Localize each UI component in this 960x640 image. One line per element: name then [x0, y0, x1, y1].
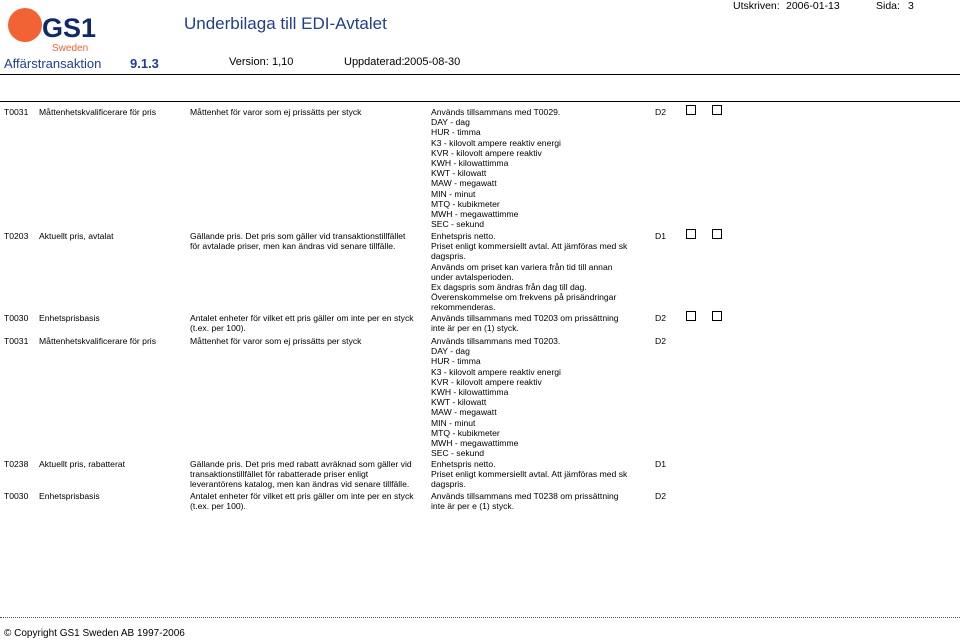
- segment-notes: [431, 491, 619, 511]
- description-line: (t.ex. per 100).: [190, 501, 246, 512]
- description-line: Gällande pris. Det pris med rabatt avräknad som gäller vid: [190, 459, 412, 469]
- notes-line: Används tillsammans med T0203 om prissättning: [431, 313, 619, 323]
- notes-line: KWH - kilowattimma: [431, 158, 509, 169]
- segment-notes: [431, 459, 627, 490]
- notes-line: KVR - kilovolt ampere reaktiv: [431, 376, 542, 387]
- segment-name: Aktuellt pris, avtalat: [39, 231, 114, 241]
- printed-date: 2006-01-13: [786, 0, 840, 12]
- copyright: © Copyright GS1 Sweden AB 1997-2006: [4, 628, 185, 639]
- segment-status: D1: [655, 459, 666, 469]
- segment-name: Enhetsprisbasis: [39, 313, 100, 323]
- notes-line: SEC - sekund: [431, 219, 485, 230]
- notes-line: KWT - kilowatt: [431, 168, 487, 179]
- notes-line: K3 - kilovolt ampere reaktiv energi: [431, 366, 561, 377]
- notes-line: Ex dagspris som ändras från dag till dag.: [431, 282, 587, 293]
- segment-id: T0030: [4, 491, 29, 501]
- notes-line: MIN - minut: [431, 417, 476, 428]
- notes-line: KWT - kilowatt: [431, 397, 487, 408]
- updated-label: Uppdaterad:: [344, 56, 405, 68]
- notes-line: HUR - timma: [431, 127, 481, 138]
- notes-line: Används tillsammans med T0203.: [431, 336, 561, 346]
- segment-status: D2: [655, 313, 666, 323]
- notes-line: HUR - timma: [431, 356, 481, 367]
- notes-line: Enhetspris netto.: [431, 459, 496, 469]
- svg-text:GS1: GS1: [42, 13, 96, 43]
- segment-name: Måttenhetskvalificerare för pris: [39, 107, 157, 117]
- notes-line: MWH - megawattimme: [431, 209, 519, 220]
- checkbox[interactable]: [712, 311, 722, 321]
- notes-line: Priset enligt kommersiellt avtal. Att jämföras med sk: [431, 241, 628, 252]
- notes-line: rekommenderas.: [431, 302, 496, 313]
- description-line: Gällande pris. Det pris som gäller vid transaktionstillfället: [190, 231, 406, 241]
- footer-divider: [0, 617, 960, 618]
- description-line: Antalet enheter för vilket ett pris gäller om inte per en styck: [190, 491, 414, 501]
- notes-line: Används om priset kan variera från tid till annan: [431, 261, 613, 272]
- description-line: Måttenhet för varor som ej prissätts per styck: [190, 336, 362, 346]
- notes-line: inte är per en (1) styck.: [431, 323, 519, 334]
- notes-line: K3 - kilovolt ampere reaktiv energi: [431, 137, 561, 148]
- notes-line: MAW - megawatt: [431, 407, 497, 418]
- notes-line: Används tillsammans med T0238 om prissättning: [431, 491, 619, 501]
- notes-line: MTQ - kubikmeter: [431, 427, 500, 438]
- notes-line: dagspris.: [431, 251, 466, 262]
- page-number: 3: [908, 0, 914, 12]
- notes-line: Priset enligt kommersiellt avtal. Att jämföras med sk: [431, 469, 628, 480]
- segment-notes: [431, 313, 619, 333]
- description-line: Antalet enheter för vilket ett pris gäller om inte per en styck: [190, 313, 414, 323]
- segment-id: T0031: [4, 336, 29, 346]
- notes-line: DAY - dag: [431, 346, 470, 357]
- notes-line: dagspris.: [431, 479, 466, 490]
- checkbox[interactable]: [686, 105, 696, 115]
- segment-description: [190, 313, 422, 333]
- section-name: Affärstransaktion: [4, 56, 102, 71]
- notes-line: KVR - kilovolt ampere reaktiv: [431, 147, 542, 158]
- notes-line: SEC - sekund: [431, 448, 485, 459]
- segment-description: [190, 491, 422, 511]
- checkbox[interactable]: [686, 311, 696, 321]
- table-top-divider: [0, 101, 960, 102]
- segment-description: [190, 336, 422, 346]
- notes-line: MIN - minut: [431, 188, 476, 199]
- segment-name: Måttenhetskvalificerare för pris: [39, 336, 157, 346]
- description-line: leverantörens katalog, men kan ändras vid senare tillfälle.: [190, 479, 410, 490]
- printed-label: Utskriven:: [733, 0, 780, 12]
- notes-line: Överenskommelse om frekvens på prisändringar: [431, 292, 617, 303]
- segment-id: T0238: [4, 459, 29, 469]
- notes-line: Används tillsammans med T0029.: [431, 107, 561, 117]
- gs1-logo: [6, 6, 96, 54]
- notes-line: MAW - megawatt: [431, 178, 497, 189]
- segment-name: Aktuellt pris, rabatterat: [39, 459, 125, 469]
- segment-notes: [431, 231, 627, 313]
- notes-line: Enhetspris netto.: [431, 231, 496, 241]
- page-label: Sida:: [876, 0, 900, 12]
- segment-status: D2: [655, 107, 666, 117]
- segment-name: Enhetsprisbasis: [39, 491, 100, 501]
- notes-line: KWH - kilowattimma: [431, 387, 509, 398]
- segment-notes: [431, 107, 561, 229]
- segment-status: D1: [655, 231, 666, 241]
- section-number: 9.1.3: [130, 56, 159, 71]
- segment-description: [190, 107, 422, 117]
- segment-notes: [431, 336, 561, 458]
- notes-line: inte är per e (1) styck.: [431, 501, 515, 512]
- description-line: för avtalade priser, men kan ändras vid senare tillfälle.: [190, 241, 396, 252]
- header-divider: [0, 74, 960, 75]
- segment-id: T0031: [4, 107, 29, 117]
- segment-status: D2: [655, 491, 666, 501]
- segment-description: [190, 231, 422, 251]
- version-value: 1,10: [272, 56, 294, 68]
- description-line: transaktionstillfället för rabatterade priser enligt: [190, 469, 369, 480]
- checkbox[interactable]: [686, 229, 696, 239]
- segment-description: [190, 459, 422, 490]
- segment-status: D2: [655, 336, 666, 346]
- description-line: Måttenhet för varor som ej prissätts per styck: [190, 107, 362, 117]
- document-title: Underbilaga till EDI-Avtalet: [184, 14, 387, 33]
- notes-line: MWH - megawattimme: [431, 438, 519, 449]
- checkbox[interactable]: [712, 105, 722, 115]
- version-label: Version:: [229, 56, 269, 68]
- checkbox[interactable]: [712, 229, 722, 239]
- notes-line: DAY - dag: [431, 117, 470, 128]
- svg-text:Sweden: Sweden: [52, 43, 89, 54]
- notes-line: under avtalsperioden.: [431, 271, 514, 282]
- notes-line: MTQ - kubikmeter: [431, 198, 500, 209]
- segment-id: T0203: [4, 231, 29, 241]
- description-line: (t.ex. per 100).: [190, 323, 246, 334]
- segment-id: T0030: [4, 313, 29, 323]
- updated-value: 2005-08-30: [404, 56, 461, 68]
